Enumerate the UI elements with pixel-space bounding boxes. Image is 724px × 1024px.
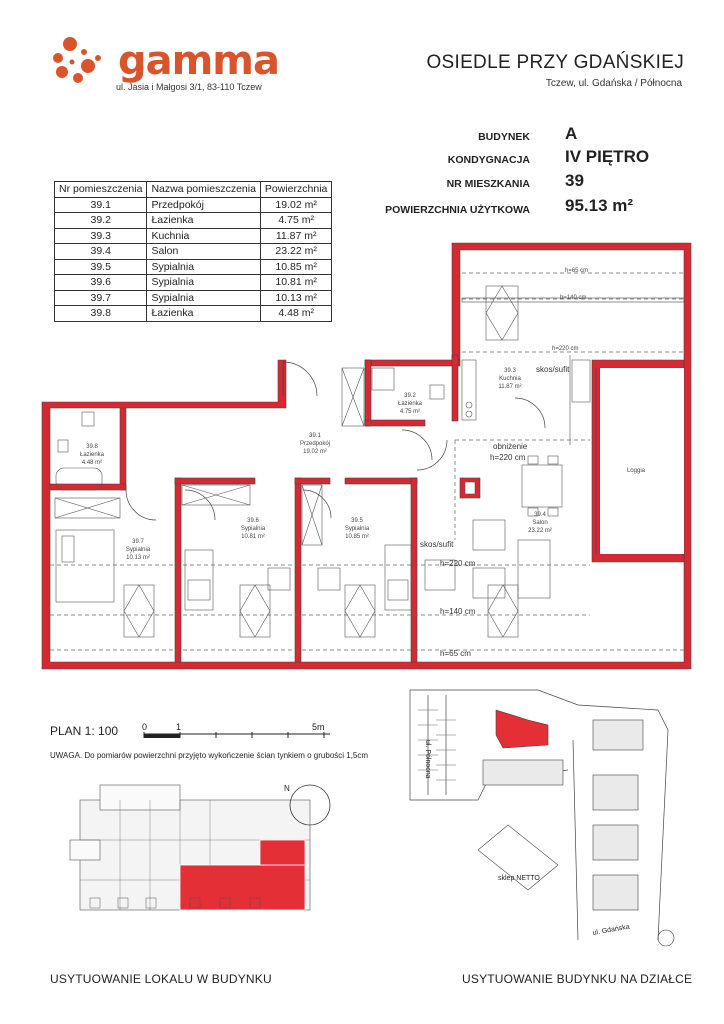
measurement-note: UWAGA. Do pomiarów powierzchni przyjęto wykończenie ścian tynkiem o grubości 1,5cm	[50, 751, 369, 760]
room-391-name: Przedpokój	[299, 441, 331, 447]
info-value-floor: IV PIĘTRO	[565, 147, 650, 166]
room-area: 23.22 m²	[260, 244, 331, 260]
compass-icon	[280, 775, 340, 835]
info-value-apartment: 39	[565, 171, 584, 190]
scale-tick-0: 0	[142, 722, 148, 732]
room-number: 39.1	[55, 197, 147, 213]
room-396-number: 39.6	[247, 518, 259, 524]
room-391-area: 19.02 m²	[303, 449, 327, 455]
column-header: Powierzchnia	[260, 182, 331, 198]
room-398-area: 4.48 m²	[81, 460, 103, 466]
room-394-number: 39.4	[534, 512, 546, 518]
info-value-building: A	[565, 124, 578, 143]
room-name: Sypialnia	[147, 259, 260, 275]
room-398-name: Łazienka	[79, 452, 105, 458]
project-subtitle: Tczew, ul. Gdańska / Północna	[545, 78, 682, 89]
info-label-building: BUDYNEK	[478, 131, 530, 143]
room-number: 39.4	[55, 244, 147, 260]
obnizenie-height-label: h=220 cm	[490, 453, 526, 462]
table-row	[55, 213, 332, 229]
room-number: 39.8	[55, 306, 147, 322]
room-392-area: 4.75 m²	[399, 409, 421, 415]
column-header: Nazwa pomieszczenia	[147, 182, 260, 198]
room-393-name: Kuchnia	[499, 376, 521, 382]
column-header: Nr pomieszczenia	[55, 182, 147, 198]
room-name: Przedpokój	[147, 197, 260, 213]
room-area: 10.13 m²	[260, 290, 331, 306]
outer-walls	[42, 243, 691, 669]
h140-top-label: h=140 cm	[560, 295, 587, 301]
room-391-number: 39.1	[309, 433, 321, 439]
slope-lines	[50, 273, 684, 650]
room-area: 4.48 m²	[260, 306, 331, 322]
room-number: 39.2	[55, 213, 147, 229]
room-name: Salon	[147, 244, 260, 260]
room-area: 10.85 m²	[260, 259, 331, 275]
room-396-name: Sypialnia	[240, 526, 266, 532]
scale-tick-5: 5m	[312, 722, 325, 732]
floor-plan	[0, 240, 724, 690]
h65-bottom-label: h=65 cm	[440, 649, 471, 658]
compass-north-label: N	[284, 784, 290, 793]
room-name: Sypialnia	[147, 275, 260, 291]
project-title: OSIEDLE PRZY GDAŃSKIEJ	[426, 52, 684, 73]
h220-right-label: h=220 cm	[552, 346, 579, 352]
room-area: 11.87 m²	[260, 228, 331, 244]
room-number: 39.3	[55, 228, 147, 244]
room-395-name: Sypialnia	[344, 526, 370, 532]
room-393-area: 11.87 m²	[498, 384, 522, 390]
room-398-number: 39.8	[86, 444, 98, 450]
site-plan	[408, 680, 684, 948]
room-area: 4.75 m²	[260, 213, 331, 229]
room-name: Łazienka	[147, 306, 260, 322]
brand-address: ul. Jasia i Małgosi 3/1, 83-110 Tczew	[116, 82, 262, 92]
room-area: 10.81 m²	[260, 275, 331, 291]
h220-mid-label: h=220 cm	[440, 559, 476, 568]
doors	[126, 362, 545, 520]
room-name: Łazienka	[147, 213, 260, 229]
room-393-number: 39.3	[504, 368, 516, 374]
obnizenie-label: obniżenie	[493, 442, 528, 451]
street-polnocna-label: ul. Północna	[424, 740, 431, 779]
room-397-area: 10.13 m²	[126, 555, 150, 561]
h65-top-label: h=65 cm	[565, 268, 589, 274]
skos-sufit-top-label: skos/sufit	[536, 365, 570, 374]
table-row	[55, 197, 332, 213]
room-394-name: Salon	[532, 520, 548, 526]
room-395-number: 39.5	[351, 518, 363, 524]
info-label-floor: KONDYGNACJA	[447, 154, 530, 166]
caption-building-location: USYTUOWANIE LOKALU W BUDYNKU	[50, 972, 272, 986]
info-label-area: POWIERZCHNIA UŻYTKOWA	[385, 204, 530, 216]
h140-bottom-label: h=140 cm	[440, 607, 476, 616]
room-number: 39.7	[55, 290, 147, 306]
scale-label: PLAN 1: 100	[50, 724, 119, 738]
room-number: 39.5	[55, 259, 147, 275]
room-392-name: Łazienka	[397, 401, 423, 407]
room-394-area: 23.22 m²	[528, 528, 552, 534]
shop-netto-label: sklep NETTO	[498, 875, 540, 882]
info-value-area: 95.13 m²	[565, 196, 634, 215]
room-397-number: 39.7	[132, 539, 144, 545]
room-397-name: Sypialnia	[125, 547, 151, 553]
room-392-number: 39.2	[404, 393, 416, 399]
room-395-area: 10.85 m²	[345, 534, 369, 540]
info-label-apartment: NR MIESZKANIA	[446, 178, 530, 190]
scale-tick-1: 1	[176, 722, 182, 732]
street-gdanska-label: ul. Gdańska	[592, 923, 631, 937]
table-header-row	[55, 182, 332, 198]
room-396-area: 10.81 m²	[241, 534, 265, 540]
loggia-label: Loggia	[627, 468, 646, 474]
room-name: Sypialnia	[147, 290, 260, 306]
room-number: 39.6	[55, 275, 147, 291]
room-area: 19.02 m²	[260, 197, 331, 213]
skos-sufit-mid-label: skos/sufit	[420, 540, 454, 549]
scale-bar	[140, 720, 340, 744]
caption-site-location: USYTUOWANIE BUDYNKU NA DZIAŁCE	[462, 972, 693, 986]
room-name: Kuchnia	[147, 228, 260, 244]
brand-name: gamma	[118, 38, 279, 84]
